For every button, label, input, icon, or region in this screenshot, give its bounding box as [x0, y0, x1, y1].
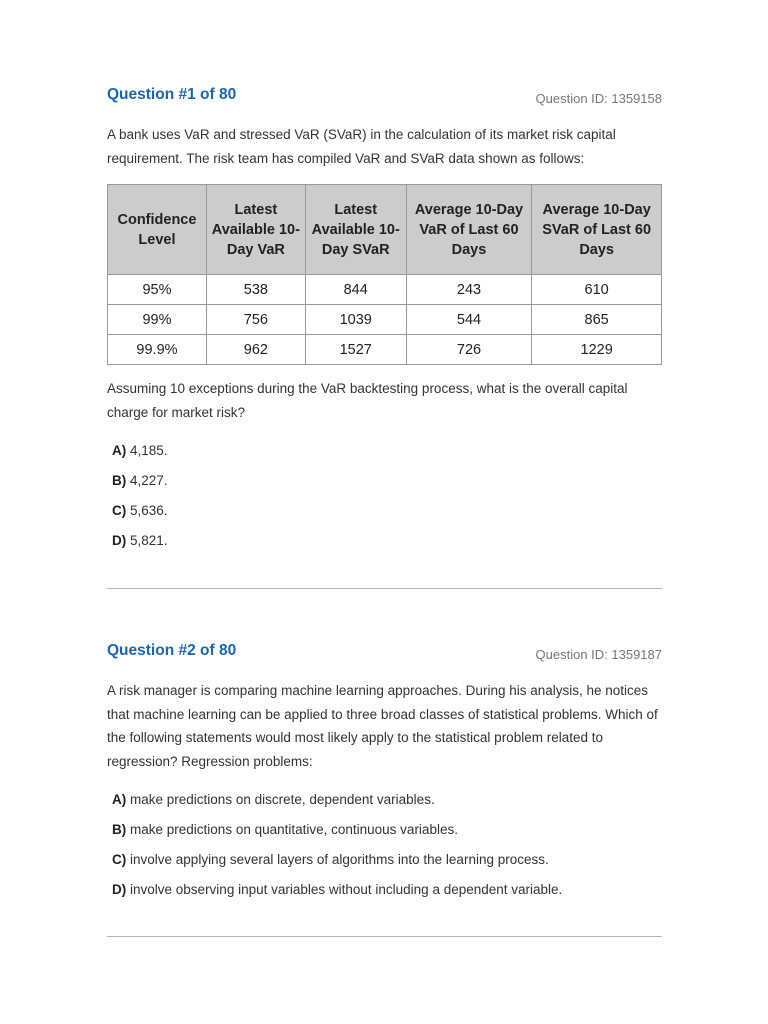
table-cell: 99% — [108, 305, 207, 335]
choice-a[interactable] — [107, 785, 662, 815]
table-cell: 962 — [206, 335, 305, 365]
choice-text: make predictions on quantitative, continuous variables. — [130, 822, 458, 837]
choice-b[interactable] — [107, 815, 662, 845]
choice-text: make predictions on discrete, dependent variables. — [130, 792, 435, 807]
question-1 — [107, 86, 662, 556]
header-average-svar: Average 10-Day SVaR of Last 60 Days — [532, 185, 662, 275]
table-cell: 1527 — [305, 335, 406, 365]
table-cell: 756 — [206, 305, 305, 335]
question-title: Question #2 of 80 — [107, 642, 237, 659]
table-cell: 610 — [532, 275, 662, 305]
choice-letter: A) — [112, 792, 127, 807]
answer-choices — [107, 436, 662, 556]
choice-letter: C) — [112, 852, 127, 867]
table-cell: 243 — [406, 275, 532, 305]
choice-letter: A) — [112, 443, 127, 458]
table-cell: 726 — [406, 335, 532, 365]
question-id: Question ID: 1359158 — [535, 91, 662, 106]
table-cell: 544 — [406, 305, 532, 335]
question-header — [107, 86, 662, 110]
choice-a[interactable] — [107, 436, 662, 466]
table-cell: 538 — [206, 275, 305, 305]
choice-letter: B) — [112, 473, 127, 488]
var-svar-table — [107, 184, 662, 365]
choice-text: 5,821. — [130, 533, 168, 548]
choice-letter: D) — [112, 533, 127, 548]
choice-text: 4,227. — [130, 473, 168, 488]
question-stem: A risk manager is comparing machine learning approaches. During his analysis, he notices that machine learning can be applied to three broad classes of statistical problems. Which of the following statements would most likely apply to the statistical problem related to regression? Regression problems: — [107, 683, 658, 769]
table-cell: 844 — [305, 275, 406, 305]
question-title: Question #1 of 80 — [107, 86, 237, 103]
question-stem: A bank uses VaR and stressed VaR (SVaR) in the calculation of its market risk capital requirement. The risk team has compiled VaR and SVaR data shown as follows: — [107, 127, 616, 166]
answer-choices — [107, 785, 662, 905]
table-cell: 1229 — [532, 335, 662, 365]
table-cell: 1039 — [305, 305, 406, 335]
table-row — [108, 275, 662, 305]
header-latest-svar: Latest Available 10-Day SVaR — [305, 185, 406, 275]
header-latest-var: Latest Available 10-Day VaR — [206, 185, 305, 275]
table-cell: 95% — [108, 275, 207, 305]
table-header-row — [108, 185, 662, 275]
table-row — [108, 305, 662, 335]
table-row — [108, 335, 662, 365]
choice-letter: B) — [112, 822, 127, 837]
table-cell: 865 — [532, 305, 662, 335]
choice-text: involve observing input variables without including a dependent variable. — [130, 882, 563, 897]
choice-text: 4,185. — [130, 443, 168, 458]
header-average-var: Average 10-Day VaR of Last 60 Days — [406, 185, 532, 275]
question-id: Question ID: 1359187 — [535, 647, 662, 662]
choice-text: 5,636. — [130, 503, 168, 518]
table-cell: 99.9% — [108, 335, 207, 365]
choice-letter: D) — [112, 882, 127, 897]
question-divider — [107, 588, 662, 589]
question-2 — [107, 642, 662, 905]
question-header — [107, 642, 662, 666]
choice-c[interactable] — [107, 496, 662, 526]
question-divider — [107, 936, 662, 937]
choice-d[interactable] — [107, 875, 662, 905]
header-confidence-level: Confidence Level — [108, 185, 207, 275]
question-prompt: Assuming 10 exceptions during the VaR backtesting process, what is the overall capital charge for market risk? — [107, 381, 628, 420]
choice-letter: C) — [112, 503, 127, 518]
choice-d[interactable] — [107, 526, 662, 556]
choice-b[interactable] — [107, 466, 662, 496]
choice-c[interactable] — [107, 845, 662, 875]
choice-text: involve applying several layers of algorithms into the learning process. — [130, 852, 549, 867]
